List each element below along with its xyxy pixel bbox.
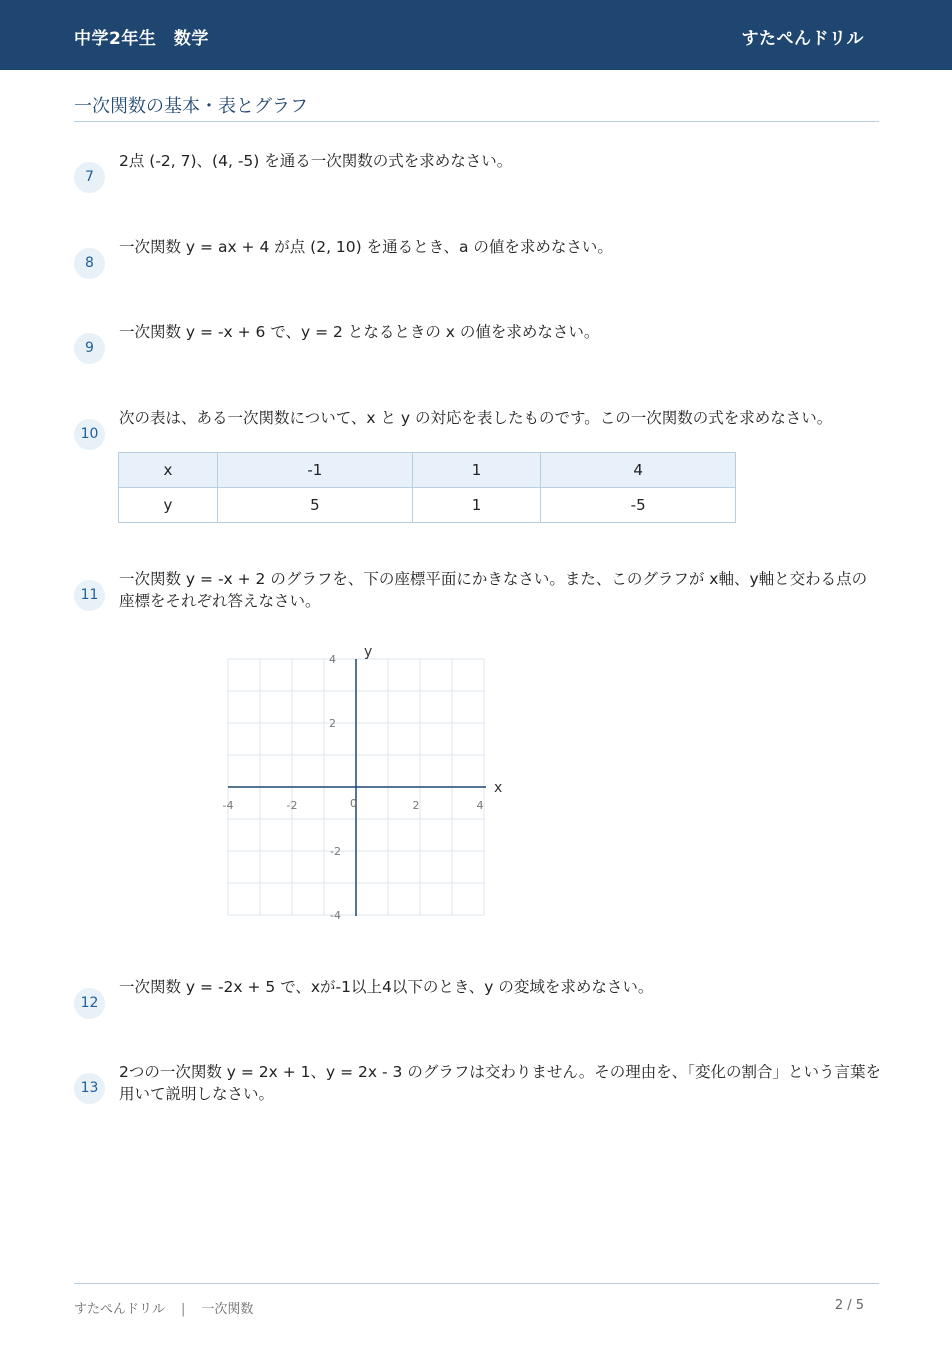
y-tick-label: 2 <box>329 717 336 730</box>
table-cell: 1 <box>412 488 541 523</box>
y-tick-label: -4 <box>330 909 341 922</box>
question-number: 7 <box>74 162 105 193</box>
footer-topic: 一次関数 <box>201 1302 254 1317</box>
table-cell: 5 <box>218 488 413 523</box>
x-tick-label: 4 <box>476 799 484 812</box>
y-tick-label: 4 <box>329 653 336 666</box>
x-tick-label: 2 <box>412 799 420 812</box>
y-axis-label: y <box>364 644 373 660</box>
table-row-x <box>119 453 736 488</box>
origin-label: 0 <box>350 797 357 810</box>
question-text: 一次関数 y = ax + 4 が点 (2, 10) を通るとき、a の値を求めなさい。 <box>119 238 613 256</box>
question-text: 一次関数 y = -2x + 5 で、xが-1以上4以下のとき、y の変域を求めなさい。 <box>119 978 654 996</box>
table-cell: x <box>119 453 218 488</box>
x-tick-label: -2 <box>286 799 298 812</box>
question-text: 2点 (-2, 7)、(4, -5) を通る一次関数の式を求めなさい。 <box>119 152 513 170</box>
table-cell: -1 <box>218 453 413 488</box>
x-tick-label: -4 <box>222 799 234 812</box>
question-text: 一次関数 y = -x + 2 のグラフを、下の座標平面にかきなさい。また、このグラフが x軸、y軸と交わる点の座標をそれぞれ答えなさい。 <box>119 570 868 610</box>
table-cell: -5 <box>541 488 736 523</box>
footer-brand: すたぺんドリル <box>74 1302 166 1317</box>
table-cell: y <box>119 488 218 523</box>
question-text: 次の表は、ある一次関数について、x と y の対応を表したものです。この一次関数の式を求めなさい。 <box>119 409 833 427</box>
section-title: 一次関数の基本・表とグラフ <box>74 96 308 117</box>
brand-name: すたぺんドリル <box>741 29 864 49</box>
question-text: 2つの一次関数 y = 2x + 1、y = 2x - 3 のグラフは交わりません。その理由を、「変化の割合」という言葉を用いて説明しなさい。 <box>119 1063 882 1103</box>
page-number: 2 / 5 <box>834 1298 864 1313</box>
table-cell: 4 <box>541 453 736 488</box>
question-number: 13 <box>74 1073 105 1104</box>
question-number: 12 <box>74 988 105 1019</box>
question-text: 一次関数 y = -x + 6 で、y = 2 となるときの x の値を求めなさい。 <box>119 323 600 341</box>
page-header <box>0 0 952 70</box>
x-axis-label: x <box>494 780 503 796</box>
table-cell: 1 <box>412 453 541 488</box>
title-divider <box>74 121 879 122</box>
table-row-y <box>119 488 736 523</box>
footer-info <box>74 1298 253 1317</box>
footer-separator: | <box>181 1302 186 1317</box>
grade-subject: 中学2年生 数学 <box>74 29 209 49</box>
question-number: 11 <box>74 580 105 611</box>
footer-divider <box>74 1283 879 1284</box>
question-number: 10 <box>74 419 105 450</box>
coordinate-plane[interactable] <box>210 640 510 930</box>
y-tick-label: -2 <box>330 845 341 858</box>
xy-table <box>118 452 736 523</box>
question-number: 8 <box>74 248 105 279</box>
question-number: 9 <box>74 333 105 364</box>
